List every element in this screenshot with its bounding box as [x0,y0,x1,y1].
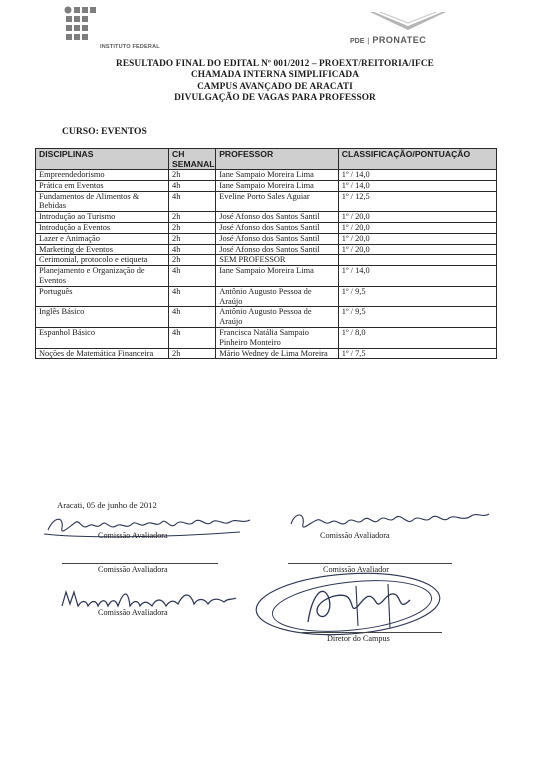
cell-professor: Antônio Augusto Pessoa de Araújo [216,286,339,307]
cell-classificacao: 1º / 20,0 [338,244,496,255]
table-row [36,170,497,181]
signature-5-label: Comissão Avaliadora [98,608,168,617]
cell-professor: Iane Sampaio Moreira Lima [216,266,339,287]
ifce-logo-text: INSTITUTO FEDERAL [100,44,160,50]
cell-disciplina: Cerimonial, protocolo e etiqueta [36,255,169,266]
cell-professor: Iane Sampaio Moreira Lima [216,170,339,181]
cell-professor: Antônio Augusto Pessoa de Araújo [216,307,339,328]
cell-disciplina: Marketing de Eventos [36,244,169,255]
cell-professor: Iane Sampaio Moreira Lima [216,180,339,191]
signature-2-label: Comissão Avaliadora [320,531,390,540]
pronatec-name: PRONATEC [372,35,427,45]
cell-ch: 2h [169,212,216,223]
cell-disciplina: Noções de Matemática Financeira [36,348,169,359]
signature-4-line [288,563,452,564]
cell-disciplina: Inglês Básico [36,307,169,328]
ifce-logo-grid-icon [64,6,96,42]
cell-classificacao: 1º / 7,5 [338,348,496,359]
cell-professor: José Afonso dos Santos Santil [216,233,339,244]
header-disciplinas: DISCIPLINAS [36,149,169,170]
title-line-4: DIVULGAÇÃO DE VAGAS PARA PROFESSOR [174,93,376,104]
cell-classificacao: 1º / 20,0 [338,212,496,223]
cell-ch: 4h [169,327,216,348]
place-date: Aracati, 05 de junho de 2012 [57,500,157,510]
signature-2-image [285,506,495,540]
cell-classificacao: 1º / 14,0 [338,266,496,287]
cell-disciplina: Planejamento e Organização de Eventos [36,266,169,287]
cell-disciplina: Português [36,286,169,307]
header-classificacao: CLASSIFICAÇÃO/PONTUAÇÃO [338,149,496,170]
cell-professor: José Afonso dos Santos Santil [216,222,339,233]
cell-disciplina: Introdução ao Turismo [36,212,169,223]
table-row [36,191,497,212]
signature-6-line [302,632,442,633]
cell-classificacao: 1º / 20,0 [338,222,496,233]
table-row [36,233,497,244]
cell-classificacao: 1º / 14,0 [338,170,496,181]
table-row [36,327,497,348]
cell-ch: 4h [169,244,216,255]
cell-ch: 4h [169,191,216,212]
signature-4-label: Comissão Avaliador [323,565,390,574]
cell-classificacao: 1º / 9,5 [338,307,496,328]
pronatec-pde: PDE [350,38,365,45]
cell-ch: 4h [169,286,216,307]
cell-professor: SEM PROFESSOR [216,255,339,266]
table-row [36,307,497,328]
cell-ch: 2h [169,222,216,233]
header-ch-semanal [169,149,216,170]
cell-ch: 4h [169,180,216,191]
title-line-2: CHAMADA INTERNA SIMPLIFICADA [190,70,360,81]
cell-classificacao: 1º / 9,5 [338,286,496,307]
cell-disciplina: Introdução a Eventos [36,222,169,233]
cell-disciplina: Lazer e Animação [36,233,169,244]
table-row [36,266,497,287]
signature-3-label: Comissão Avaliadora [98,565,168,574]
header-ch-line1: CH [172,149,185,159]
cell-professor: Eveline Porto Sales Aguiar [216,191,339,212]
table-row [36,255,497,266]
pronatec-logo [350,10,470,54]
cell-professor: José Afonso dos Santos Santil [216,244,339,255]
cell-ch: 4h [169,266,216,287]
pronatec-text: PDE | PRONATEC [350,35,427,45]
cell-professor: Francisca Natália Sampaio Pinheiro Monteiro [216,327,339,348]
cell-classificacao: 1º / 20,0 [338,233,496,244]
cell-classificacao: 1º / 8,0 [338,327,496,348]
ifce-logo [64,6,184,56]
course-title: CURSO: EVENTOS [62,126,147,137]
results-table [35,148,497,359]
cell-classificacao [338,255,496,266]
document-titles [0,59,550,105]
cell-ch: 4h [169,307,216,328]
cell-ch: 2h [169,255,216,266]
table-row [36,180,497,191]
pronatec-wing-icon [368,10,448,32]
cell-disciplina: Empreendedorismo [36,170,169,181]
table-row [36,212,497,223]
cell-disciplina: Prática em Eventos [36,180,169,191]
cell-ch: 2h [169,170,216,181]
table-row [36,222,497,233]
header-ch-line2: SEMANAL [172,159,215,169]
table-row [36,348,497,359]
signature-3-line [62,563,218,564]
title-line-1: RESULTADO FINAL DO EDITAL Nº 001/2012 – PROEXT/REITORIA/IFCE [116,59,434,69]
table-header-row [36,149,497,170]
table-row [36,286,497,307]
cell-disciplina: Fundamentos de Alimentos & Bebidas [36,191,169,212]
signature-1-label: Comissão Avaliadora [98,531,168,540]
cell-ch: 2h [169,233,216,244]
header-professor: PROFESSOR [216,149,339,170]
signature-6-label: Diretor do Campus [327,634,390,643]
cell-classificacao: 1º / 12,5 [338,191,496,212]
cell-ch: 2h [169,348,216,359]
cell-professor: Mário Wedney de Lima Moreira [216,348,339,359]
cell-classificacao: 1º / 14,0 [338,180,496,191]
table-row [36,244,497,255]
cell-professor: José Afonso dos Santos Santil [216,212,339,223]
cell-disciplina: Espanhol Básico [36,327,169,348]
title-line-3: CAMPUS AVANÇADO DE ARACATI [197,81,353,92]
